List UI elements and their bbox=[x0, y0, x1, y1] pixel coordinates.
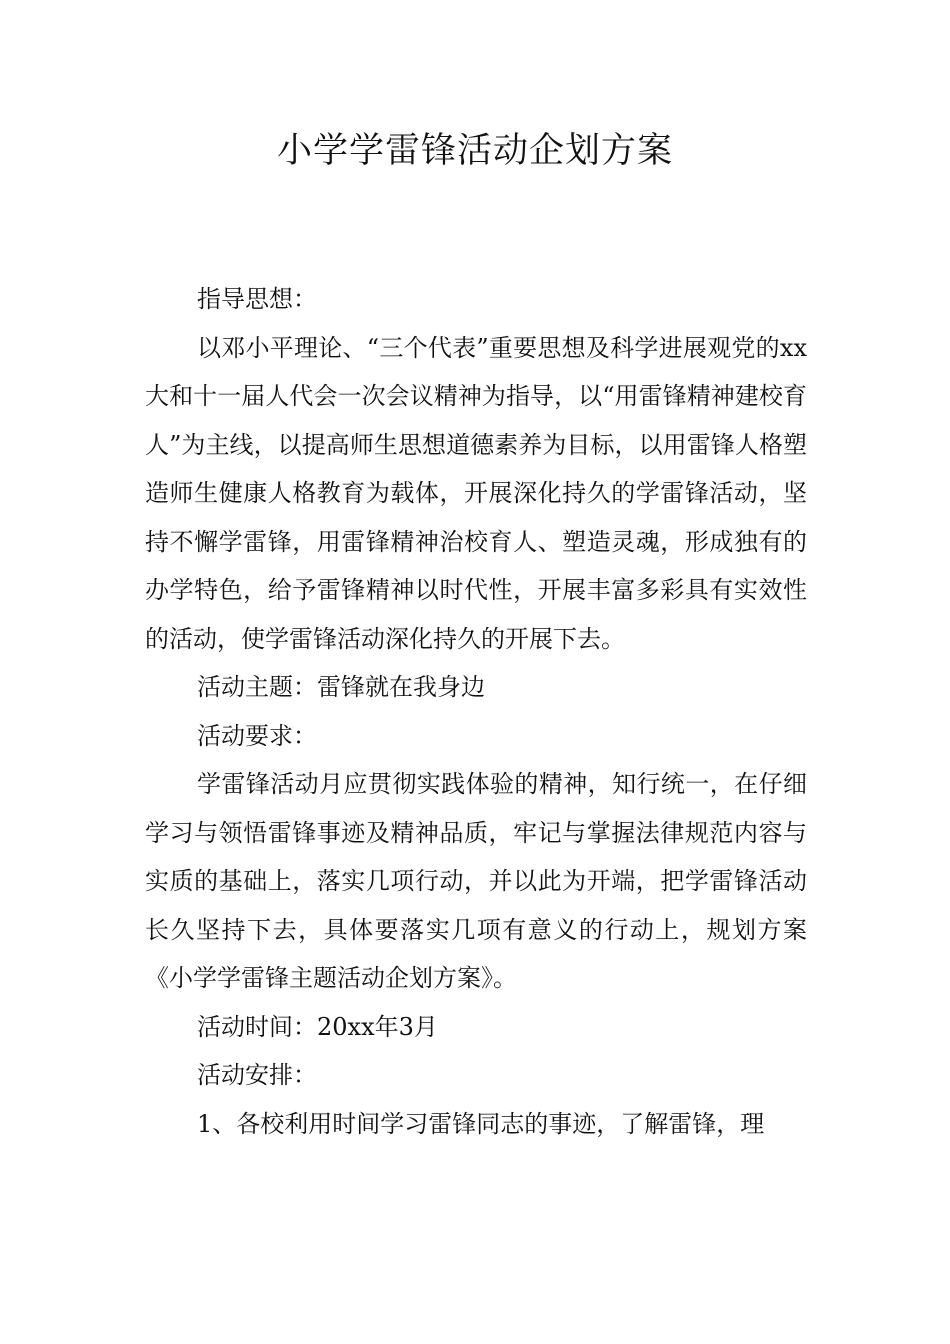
paragraph-guiding-heading: 指导思想： bbox=[197, 285, 317, 313]
paragraph-requirements-text: 学雷锋活动月应贯彻实践体验的精神，知行统一，在仔细学习与领悟雷锋事迹及精神品质，牢记与掌握法律规范内容与实质的基础上，落实几项行动，并以此为开端，把学雷锋活动长久坚持下去，具体要落实几项有意义的行动上，规划方案《小学学雷锋主题活动企划方案》。 bbox=[145, 770, 807, 992]
paragraph-arrangement-item-1: 1、各校利用时间学习雷锋同志的事迹，了解雷锋，理 bbox=[197, 1109, 765, 1138]
paragraph-theme: 活动主题：雷锋就在我身边 bbox=[197, 673, 485, 701]
paragraph-guiding-text: 以邓小平理论、“三个代表”重要思想及科学进展观党的xx大和十一届人代会一次会议精神为指导，以“用雷锋精神建校育人”为主线，以提高师生思想道德素养为目标，以用雷锋人格塑造师生健康人格教育为载体，开展深化持久的学雷锋活动，坚持不懈学雷锋，用雷锋精神治校育人、塑造灵魂，形成独有的办学特色，给予雷锋精神以时代性，开展丰富多彩具有实效性的活动，使学雷锋活动深化持久的开展下去。 bbox=[145, 333, 807, 653]
paragraph-requirements-heading: 活动要求： bbox=[197, 721, 317, 750]
document-body bbox=[145, 275, 807, 1148]
paragraph-arrangement-heading: 活动安排： bbox=[197, 1061, 317, 1089]
paragraph-time: 活动时间：20xx年3月 bbox=[197, 1012, 438, 1041]
document-title: 小学学雷锋活动企划方案 bbox=[276, 131, 673, 171]
